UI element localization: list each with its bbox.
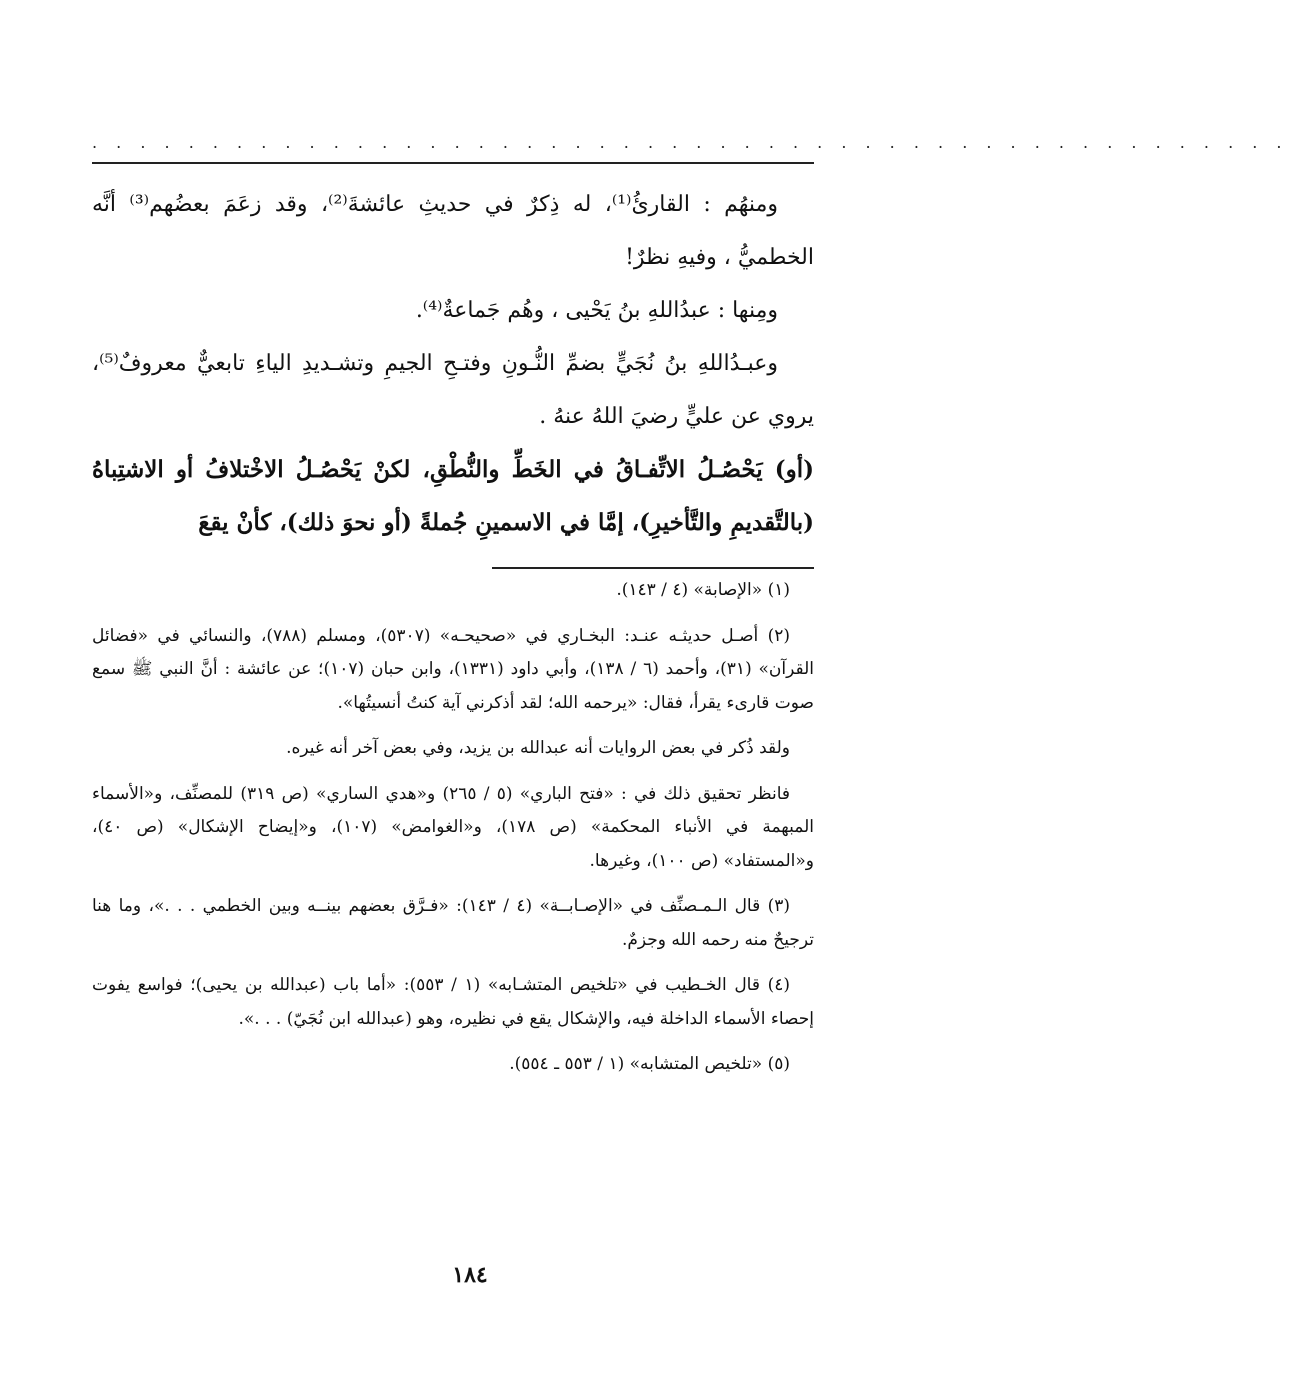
- footnote-2-references: فانظر تحقيق ذلك في : «فتح الباري» (٥ / ٢٦٥) و«هدي الساري» (ص ٣١٩) للمصنِّف، و«الأسماء المبهمة في الأنباء المحكمة» (ص ١٧٨)، و«الغوامض» (١٠٧)، و«إيضاح الإشكال» (ص ٤٠)، و«المستفاد» (ص ١٠٠)، وغيرها.: [92, 783, 814, 871]
- paragraph-taqdim-takhir: (أو) يَحْصُـلُ الاتِّفـاقُ في الخَطِّ والنُّطْقِ، لكنْ يَحْصُـلُ الاخْتلافُ أو الاشتِباهُ (بالتَّقديمِ والتَّأخيرِ)، إمَّا في الاسمينِ جُملةً (أو نحوَ ذلك)، كأنْ يقعَ: [92, 456, 814, 536]
- footnote-3: (٣) قال الـمـصنِّف في «الإصـابــة» (٤ / ١٤٣): «فـرَّق بعضهم بينــه وبين الخطمي . . .»، وما هنا ترجيحٌ منه رحمه الله وجزمٌ.: [92, 896, 814, 950]
- main-text: [92, 178, 814, 549]
- paragraph-abdullah-bin-nujayy: وعبـدُاللهِ بنُ نُجَيٍّ بضمِّ النُّـونِ وفتـحِ الجيمِ وتشـديدِ الياءِ تابعيٌّ معروفٌ⁽⁵⁾، يروي عن عليٍّ رضيَ اللهُ عنهُ .: [92, 351, 814, 429]
- footnote-4: (٤) قال الخـطيب في «تلخيص المتشـابه» (١ / ٥٥٣): «أما باب (عبدالله بن يحيى)؛ فواسع يفوت إحصاء الأسماء الداخلة فيه، والإشكال يقع في نظيره، وهو (عبدالله ابن نُجَيّ) . . .».: [92, 975, 814, 1029]
- header-rule: [92, 162, 814, 164]
- footnote-2: (٢) أصـل حديثـه عنـد: البخـاري في «صحيحـه» (٥٣٠٧)، ومسلم (٧٨٨)، والنسائي في «فضائل القرآن» (٣١)، وأحمد (٦ / ١٣٨)، وأبي داود (١٣٣١)، وابن حبان (١٠٧)؛ عن عائشة : أنَّ النبي ﷺ سمع صوت قارىء يقرأ، فقال: «يرحمه الله؛ لقد أذكرني آية كنتُ أنسيتُها».: [92, 625, 815, 713]
- footnotes: [92, 574, 814, 1082]
- paragraph-qari: ومنهُم : القارئُ⁽¹⁾، له ذِكرٌ في حديثِ عائشةَ⁽²⁾، وقد زعَمَ بعضُهم⁽³⁾ أنَّه الخطميُّ ، وفيهِ نظرٌ!: [92, 192, 814, 270]
- footnote-2-continued: ولقد ذُكر في بعض الروايات أنه عبدالله بن يزيد، وفي بعض آخر أنه غيره.: [286, 738, 790, 758]
- header-dotted-line: . . . . . . . . . . . . . . . . . . . . . . . . . . . . . . . . . . . . . . . . . . . . . . . . . .: [92, 133, 1289, 152]
- footnote-1: (١) «الإصابة» (٤ / ١٤٣).: [616, 580, 790, 600]
- footnote-separator: [492, 567, 814, 569]
- footnote-5: (٥) «تلخيص المتشابه» (١ / ٥٥٣ ـ ٥٥٤).: [509, 1054, 790, 1074]
- paragraph-abdullah-bin-yahya: ومِنها : عبدُاللهِ بنُ يَحْيى ، وهُم جَماعةٌ⁽⁴⁾.: [415, 298, 778, 323]
- page-number: ١٨٤: [452, 1262, 488, 1288]
